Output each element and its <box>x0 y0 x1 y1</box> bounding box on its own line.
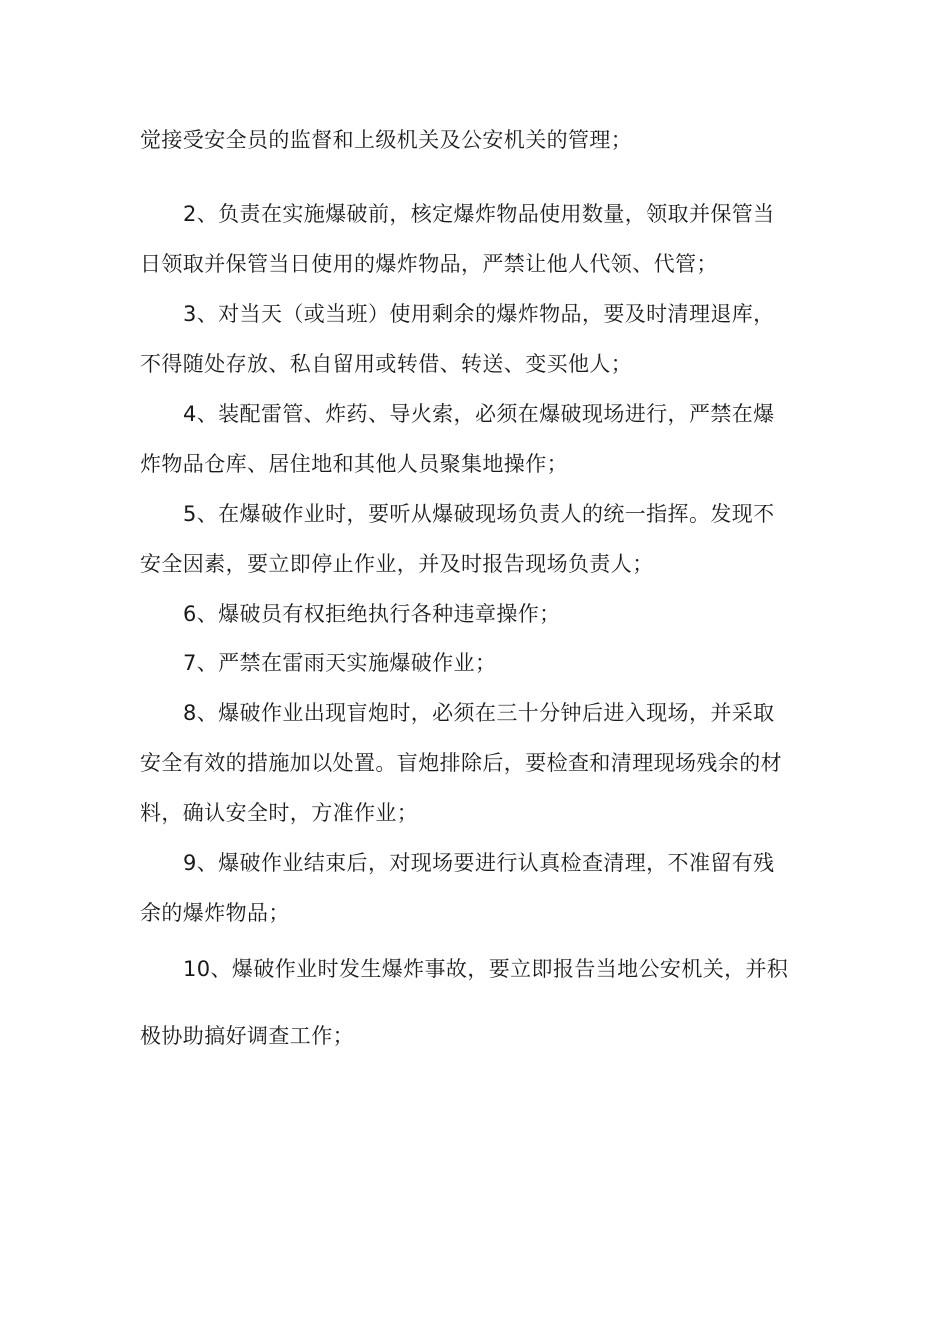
text-line-4: 3、对当天（或当班）使用剩余的爆炸物品，要及时清理退库， <box>183 302 775 326</box>
text-line-7: 炸物品仓库、居住地和其他人员聚集地操作； <box>140 452 568 476</box>
text-line-13: 安全有效的措施加以处置。盲炮排除后，要检查和清理现场残余的材 <box>140 751 782 775</box>
text-line-14: 料，确认安全时，方准作业； <box>140 801 419 825</box>
text-line-9: 安全因素，要立即停止作业，并及时报告现场负责人； <box>140 552 654 576</box>
text-line-15: 9、爆破作业结束后，对现场要进行认真检查清理，不准留有残 <box>183 851 775 875</box>
text-line-5: 不得随处存放、私自留用或转借、转送、变买他人； <box>140 352 633 376</box>
text-line-11: 7、严禁在雷雨天实施爆破作业； <box>183 651 497 675</box>
text-line-2: 2、负责在实施爆破前，核定爆炸物品使用数量，领取并保管当 <box>183 202 775 226</box>
text-line-16: 余的爆炸物品； <box>140 901 290 925</box>
text-line-8: 5、在爆破作业时，要听从爆破现场负责人的统一指挥。发现不 <box>183 502 775 526</box>
text-line-12: 8、爆破作业出现盲炮时，必须在三十分钟后进入现场，并采取 <box>183 701 775 725</box>
text-line-1: 觉接受安全员的监督和上级机关及公安机关的管理； <box>140 128 633 152</box>
text-line-3: 日领取并保管当日使用的爆炸物品，严禁让他人代领、代管； <box>140 252 718 276</box>
text-line-6: 4、装配雷管、炸药、导火索，必须在爆破现场进行，严禁在爆 <box>183 402 775 426</box>
text-line-18: 极协助搞好调查工作； <box>140 1024 354 1048</box>
text-line-17: 10、爆破作业时发生爆炸事故，要立即报告当地公安机关，并积 <box>183 957 789 981</box>
text-line-10: 6、爆破员有权拒绝执行各种违章操作； <box>183 602 561 626</box>
